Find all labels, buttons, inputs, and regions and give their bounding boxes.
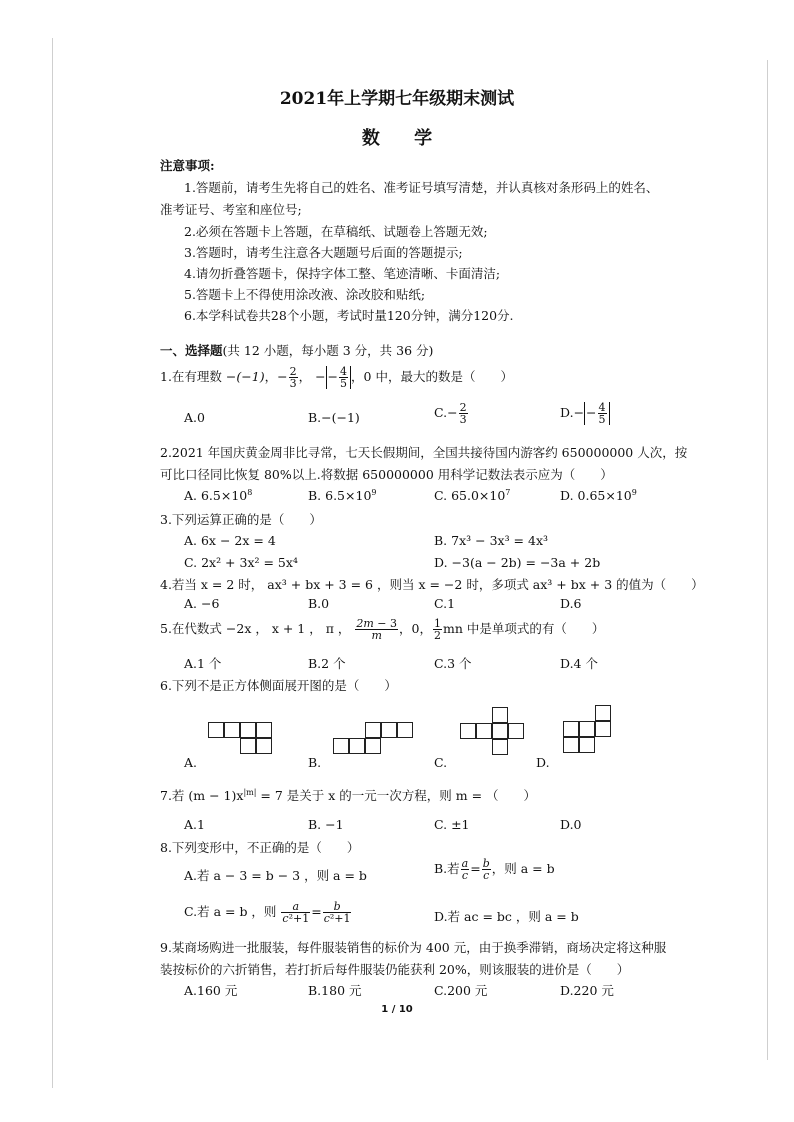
q5-option-a: A.1 个 — [184, 656, 222, 671]
q2-option-b-exp: 9 — [371, 488, 377, 497]
q8-stem: 8.下列变形中，不正确的是（ ） — [160, 840, 360, 855]
q1-option-c-label: C. — [434, 405, 448, 420]
q8-option-c-prefix: C.若 a = b ，则 — [184, 904, 277, 919]
q2-option-d-exp: 9 — [631, 488, 637, 497]
q2-option-d — [560, 488, 637, 503]
q8-option-c: C.若 a = b ，则 $\frac{a}{\text{c²+1}}$ = $\frac{b}{\text{c²+1}}$ — [184, 900, 351, 925]
q7-option-b: B. −1 — [308, 817, 344, 832]
q5-option-b: B.2 个 — [308, 656, 346, 671]
q9-option-b: B.180 元 — [308, 983, 362, 998]
q7-option-c: C. ±1 — [434, 817, 470, 832]
q5-mid: ，0， — [399, 621, 432, 636]
q1-option-d: D.− − $\frac{4}{5}$ — [560, 402, 610, 425]
q3-option-d: D. −3(a − 2b) = −3a + 2b — [434, 555, 601, 570]
q4-stem: 4.若当 x = 2 时， ax³ + bx + 3 = 6 ，则当 x = −2 时，多项式 ax³ + bx + 3 的值为（ ） — [160, 577, 704, 592]
q6-option-d: D. — [536, 755, 550, 770]
q7-option-d: D.0 — [560, 817, 582, 832]
q3-option-a: A. 6x − 2x = 4 — [184, 533, 276, 548]
page-number: 1 / 10 — [381, 1004, 413, 1015]
q8-option-b-suffix: ，则 a = b — [491, 861, 555, 876]
q7-option-a: A.1 — [184, 817, 205, 832]
q6-stem: 6.下列不是正方体侧面展开图的是（ ） — [160, 678, 397, 693]
notice-item-6: 6.本学科试卷共28个小题，考试时量120分钟，满分120分. — [184, 308, 514, 323]
q1-prefix: 1.在有理数 — [160, 369, 222, 384]
q9-option-d: D.220 元 — [560, 983, 614, 998]
q4-option-c: C.1 — [434, 596, 456, 611]
q9-line-2: 装按标价的六折销售，若打折后每件服装仍能获利 20%，则该服装的进价是（ ） — [160, 962, 630, 977]
notice-item-3: 3.答题时，请考生注意各大题题号后面的答题提示; — [184, 245, 463, 260]
notice-heading: 注意事项: — [160, 158, 215, 173]
q2-option-a — [184, 488, 252, 503]
q2-option-b-base: B. 6.5×10 — [308, 488, 372, 504]
q2-option-a-exp: 8 — [247, 488, 253, 497]
q2-option-b — [308, 488, 377, 503]
q2-option-d-base: D. 0.65×10 — [560, 488, 632, 504]
subject-title: 数 学 — [361, 128, 447, 149]
q6-option-c: C. — [434, 755, 448, 770]
notice-item-5: 5.答题卡上不得使用涂改液、涂改胶和贴纸; — [184, 287, 426, 302]
q4-option-d: D.6 — [560, 596, 582, 611]
q7-stem — [160, 786, 536, 804]
q4-option-b: B.0 — [308, 596, 330, 611]
q5-option-d: D.4 个 — [560, 656, 598, 671]
notice-item-1: 1.答题前，请考生先将自己的姓名、准考证号填写清楚，并认真核对条形码上的姓名、 — [184, 180, 659, 195]
q6-option-b: B. — [308, 755, 322, 770]
q1-option-d-label: D. — [560, 405, 574, 420]
q9-option-a: A.160 元 — [184, 983, 238, 998]
q9-line-1: 9.某商场购进一批服装，每件服装销售的标价为 400 元，由于换季滞销，商场决定将这种服 — [160, 940, 667, 955]
q7-prefix: 7.若 (m − 1)x — [160, 788, 244, 803]
q1-mid: ，0 中，最大的数是（ ） — [351, 369, 513, 384]
q8-option-b-prefix: B.若 — [434, 861, 460, 876]
section-heading — [160, 341, 433, 359]
q1-option-b: B.−(−1) — [308, 410, 360, 425]
q8-option-b: B.若 $\frac{a}{c}$ = $\frac{b}{c}$ ，则 a = b — [434, 857, 555, 882]
q2-line-2: 可比口径同比恢复 80%以上.将数据 650000000 用科学记数法表示应为（ ） — [160, 467, 613, 482]
q7-exponent: |m| — [243, 787, 257, 797]
q2-option-c-exp: 7 — [505, 488, 511, 497]
notice-item-4: 4.请勿折叠答题卡，保持字体工整、笔迹清晰、卡面清洁; — [184, 266, 501, 281]
q1-option-c: C.− $\frac{2}{3}$ — [434, 401, 467, 426]
q8-option-a: A.若 a − 3 = b − 3 ，则 a = b — [184, 868, 367, 883]
notice-item-1-cont: 准考证号、考室和座位号; — [160, 202, 302, 217]
q3-option-c: C. 2x² + 3x² = 5x⁴ — [184, 555, 298, 570]
q5-suffix: mn 中是单项式的有（ ） — [442, 621, 605, 636]
q3-option-b: B. 7x³ − 3x³ = 4x³ — [434, 533, 549, 548]
q7-suffix: = 7 是关于 x 的一元一次方程，则 m = （ ） — [256, 788, 537, 803]
exam-title: 2021年上学期七年级期末测试 — [279, 89, 515, 109]
q2-option-c-base: C. 65.0×10 — [434, 488, 506, 504]
q2-line-1: 2.2021 年国庆黄金周非比寻常，七天长假期间，全国共接待国内游客约 650000000 人次，按 — [160, 445, 688, 460]
q4-option-a: A. −6 — [184, 596, 220, 611]
page-border-left — [52, 38, 53, 1088]
section-heading-info: (共 12 小题，每小题 3 分，共 36 分) — [222, 343, 434, 358]
q3-stem: 3.下列运算正确的是（ ） — [160, 512, 322, 527]
notice-item-2: 2.必须在答题卡上答题，在草稿纸、试题卷上答题无效; — [184, 224, 488, 239]
q6-option-a: A. — [184, 755, 198, 770]
q5-stem: 5.在代数式 −2x ， x + 1 ， π ， $\frac{2m - 3}{m}$ ，0， $\frac{1}{2}$ mn 中是单项式的有（ ） — [160, 617, 605, 642]
q2-option-a-base: A. 6.5×10 — [184, 488, 248, 504]
section-heading-label: 一、选择题 — [160, 343, 223, 358]
q8-option-d: D.若 ac = bc ，则 a = b — [434, 909, 579, 924]
q9-option-c: C.200 元 — [434, 983, 488, 998]
q2-option-c — [434, 488, 510, 503]
q1-option-a: A.0 — [184, 410, 205, 425]
q5-option-c: C.3 个 — [434, 656, 472, 671]
page-border-right — [767, 60, 768, 1060]
question-1-stem: 1.在有理数 −(−1)，− $\frac{2}{3}$ ， − − $\frac{4}{5}$ ，0 中，最大的数是（ ） — [160, 365, 513, 390]
q5-prefix: 5.在代数式 −2x ， x + 1 ， π ， — [160, 621, 351, 636]
